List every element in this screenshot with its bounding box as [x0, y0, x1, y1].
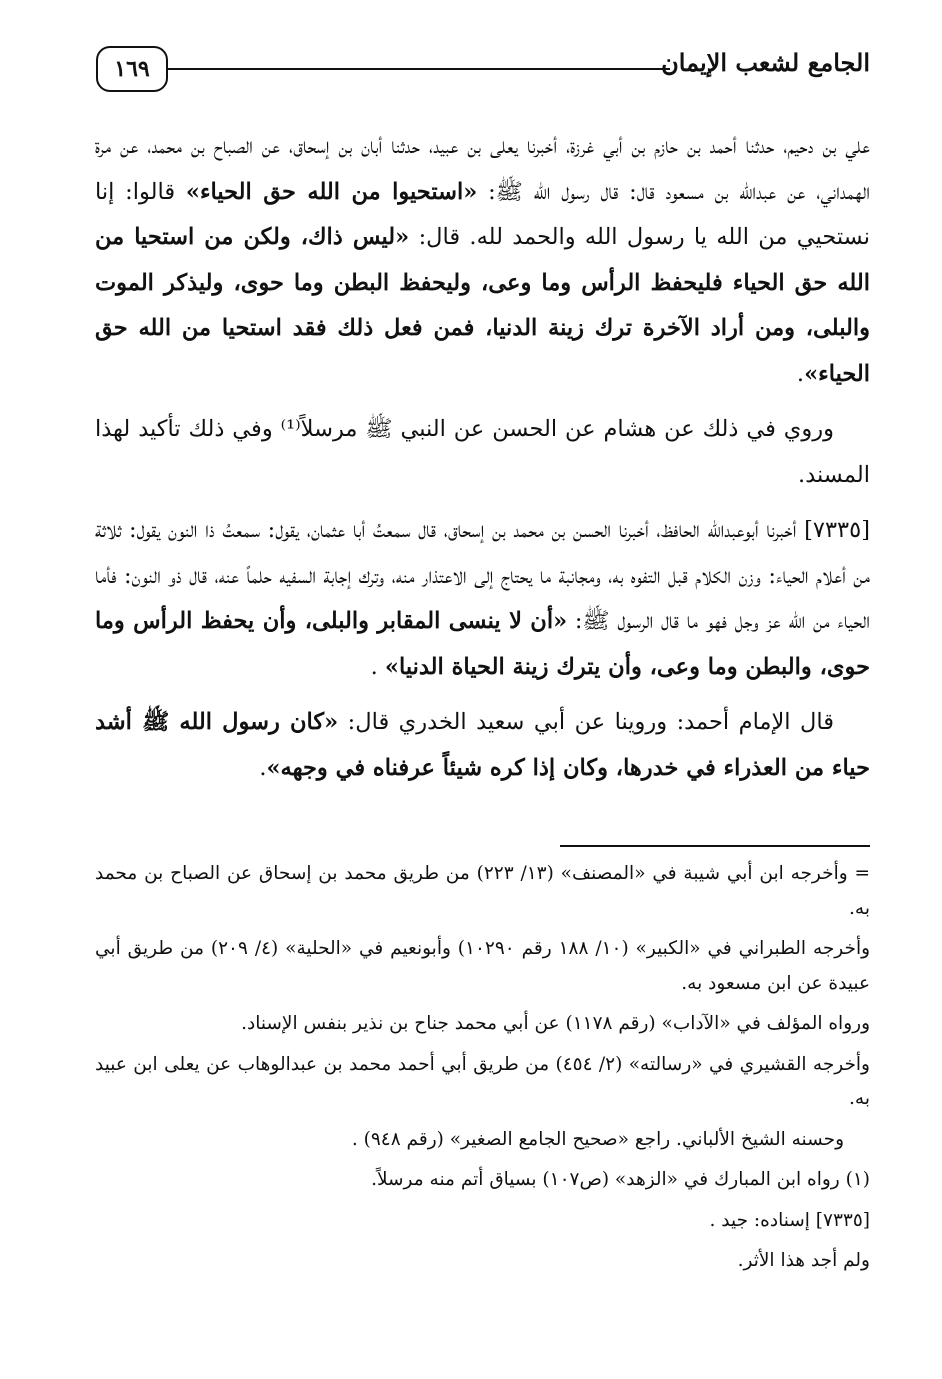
footnote: (١) رواه ابن المبارك في «الزهد» (ص١٠٧) بسياق أتم منه مرسلاً. — [371, 1169, 870, 1190]
header-rule — [168, 68, 670, 70]
text-run: علي بن دحيم، حدثنا أحمد بن حازم بن أبي غرزة، أخبرنا يعلى بن عبيد، حدثنا أبان بن إسحاق، عن الصباح بن محمد، عن مرة الهمداني، عن عبدالله بن مسعود قال: قال رسول الله ﷺ: — [95, 133, 870, 205]
paragraph-hadith-ibn-masud — [95, 124, 870, 397]
hadith-quote: «ليس ذاك، ولكن من استحيا من الله حق الحياء فليحفظ الرأس وما وعى، وليحفظ البطن وما حوى، وليذكر الموت والبلى، ومن أراد الآخرة ترك زينة الدنيا، فمن فعل ذلك فقد استحيا من الله حق الحياء» — [95, 224, 870, 387]
text-run: قال الإمام أحمد: وروينا عن أبي سعيد الخدري قال: — [338, 709, 834, 735]
footnote-separator — [560, 845, 870, 847]
footnote: [٧٣٣٥] إسناده: جيد . — [709, 1209, 870, 1231]
text-run: . — [259, 754, 267, 781]
footnote: = وأخرجه ابن أبي شيبة في «المصنف» (١٣/ ٢٢٣) من طريق محمد بن إسحاق عن الصباح بن محمد به. — [95, 863, 870, 919]
footnote: ورواه المؤلف في «الآداب» (رقم ١١٧٨) عن أبي محمد جناح بن نذير بنفس الإسناد. — [241, 1013, 870, 1034]
paragraph-imam-ahmad — [95, 700, 870, 791]
paragraph-7335 — [95, 508, 870, 690]
main-text — [95, 124, 870, 801]
hadith-quote: «استحيوا من الله حق الحياء» — [185, 178, 478, 205]
text-run: . — [370, 653, 385, 680]
footnote: وأخرجه الطبراني في «الكبير» (١٠/ ١٨٨ رقم ١٠٢٩٠) وأبونعيم في «الحلية» (٤/ ٢٠٩) من طريق أبي عبيدة عن ابن مسعود به. — [95, 938, 871, 994]
book-title: الجامع لشعب الإيمان — [661, 48, 870, 77]
footnotes — [95, 857, 870, 1285]
paragraph-mursal: وروي في ذلك عن هشام عن الحسن عن النبي ﷺ مرسلاً⁽¹⁾ وفي ذلك تأكيد لهذا المسند. — [95, 416, 870, 488]
text-run: . — [796, 360, 805, 387]
page-header — [96, 38, 870, 98]
footnote: ولم أجد هذا الأثر. — [737, 1250, 870, 1271]
footnote: وأخرجه القشيري في «رسالته» (٢/ ٤٥٤) من طريق أبي أحمد محمد بن عبدالوهاب عن يعلى ابن عبيد به. — [95, 1053, 870, 1109]
text-run: قالوا: إنا نستحيي من الله يا رسول الله والحمد لله. قال: — [95, 178, 870, 250]
hadith-quote: «كان رسول الله ﷺ أشد حياء من العذراء في خدرها، وكان إذا كره شيئاً عرفناه في وجهه» — [95, 709, 870, 781]
footnote: وحسنه الشيخ الألباني. راجع «صحيح الجامع الصغير» (رقم ٩٤٨) . — [351, 1128, 844, 1150]
page-number: ١٦٩ — [96, 46, 168, 92]
text-run: [٧٣٣٥] أخبرنا أبوعبدالله الحافظ، أخبرنا الحسن بن محمد بن إسحاق، قال سمعتُ أبا عثمان، يقول: سمعتُ ذا النون يقول: ثلاثة من أعلام الحياء: وزن الكلام قبل التفوه به، ومجانبة ما يحتاج إلى الاعتذار منه، وترك إجابة السفيه حلماً عنه، قال ذو النون: فأما الحياء من الله عز وجل فهو ما قال الرسول ﷺ: — [95, 517, 870, 634]
hadith-quote: «أن لا ينسى المقابر والبلى، وأن يحفظ الرأس وما حوى، والبطن وما وعى، وأن يترك زينة الحياة الدنيا» — [95, 608, 870, 680]
